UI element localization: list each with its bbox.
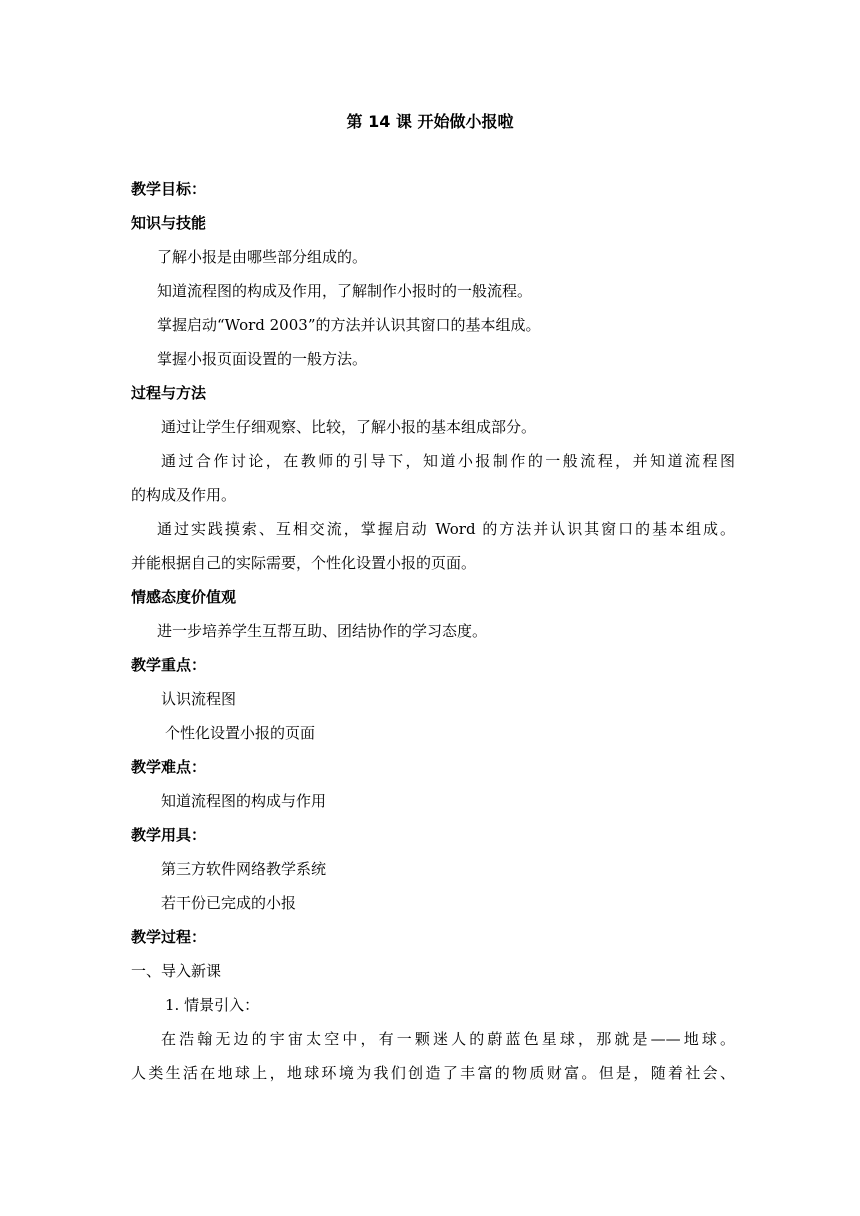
paragraph-line: 的构成及作用。 bbox=[131, 486, 237, 504]
section-heading: 知识与技能 bbox=[131, 214, 207, 232]
lesson-body bbox=[131, 172, 735, 1090]
paragraph-line: 了解小报是由哪些部分组成的。 bbox=[157, 248, 368, 266]
paragraph-line: 通过合作讨论，在教师的引导下，知道小报制作的一般流程，并知道流程图 bbox=[161, 452, 735, 470]
lesson-title: 第 14 课 开始做小报啦 bbox=[346, 112, 514, 131]
paragraph-line: 在浩翰无边的宇宙太空中，有一颗迷人的蔚蓝色星球，那就是——地球。 bbox=[161, 1030, 735, 1048]
paragraph-line: 一、导入新课 bbox=[131, 962, 222, 980]
section-heading: 教学目标： bbox=[131, 180, 207, 198]
section-heading: 过程与方法 bbox=[131, 384, 207, 402]
paragraph-line: 若干份已完成的小报 bbox=[161, 894, 297, 912]
section-heading: 教学难点： bbox=[131, 758, 207, 776]
paragraph-line: 第三方软件网络教学系统 bbox=[161, 860, 327, 878]
paragraph-line: 1. 情景引入： bbox=[165, 996, 260, 1014]
paragraph-line: 进一步培养学生互帮互助、团结协作的学习态度。 bbox=[157, 622, 488, 640]
paragraph-line: 通过让学生仔细观察、比较，了解小报的基本组成部分。 bbox=[161, 418, 537, 436]
section-heading: 情感态度价值观 bbox=[131, 588, 237, 606]
paragraph-line: 人类生活在地球上，地球环境为我们创造了丰富的物质财富。但是，随着社会、 bbox=[131, 1064, 735, 1082]
paragraph-line: 知道流程图的构成及作用，了解制作小报时的一般流程。 bbox=[157, 282, 533, 300]
section-heading: 教学重点： bbox=[131, 656, 207, 674]
section-heading: 教学过程： bbox=[131, 928, 207, 946]
paragraph-line: 知道流程图的构成与作用 bbox=[161, 792, 327, 810]
paragraph-line: 认识流程图 bbox=[161, 690, 237, 708]
paragraph-line: 掌握启动“Word 2003”的方法并认识其窗口的基本组成。 bbox=[157, 316, 541, 334]
section-heading: 教学用具： bbox=[131, 826, 207, 844]
paragraph-line: 个性化设置小报的页面 bbox=[165, 724, 316, 742]
paragraph-line: 通过实践摸索、互相交流，掌握启动 Word 的方法并认识其窗口的基本组成。 bbox=[157, 520, 735, 538]
paragraph-line: 并能根据自己的实际需要，个性化设置小报的页面。 bbox=[131, 554, 477, 572]
paragraph-line: 掌握小报页面设置的一般方法。 bbox=[157, 350, 368, 368]
